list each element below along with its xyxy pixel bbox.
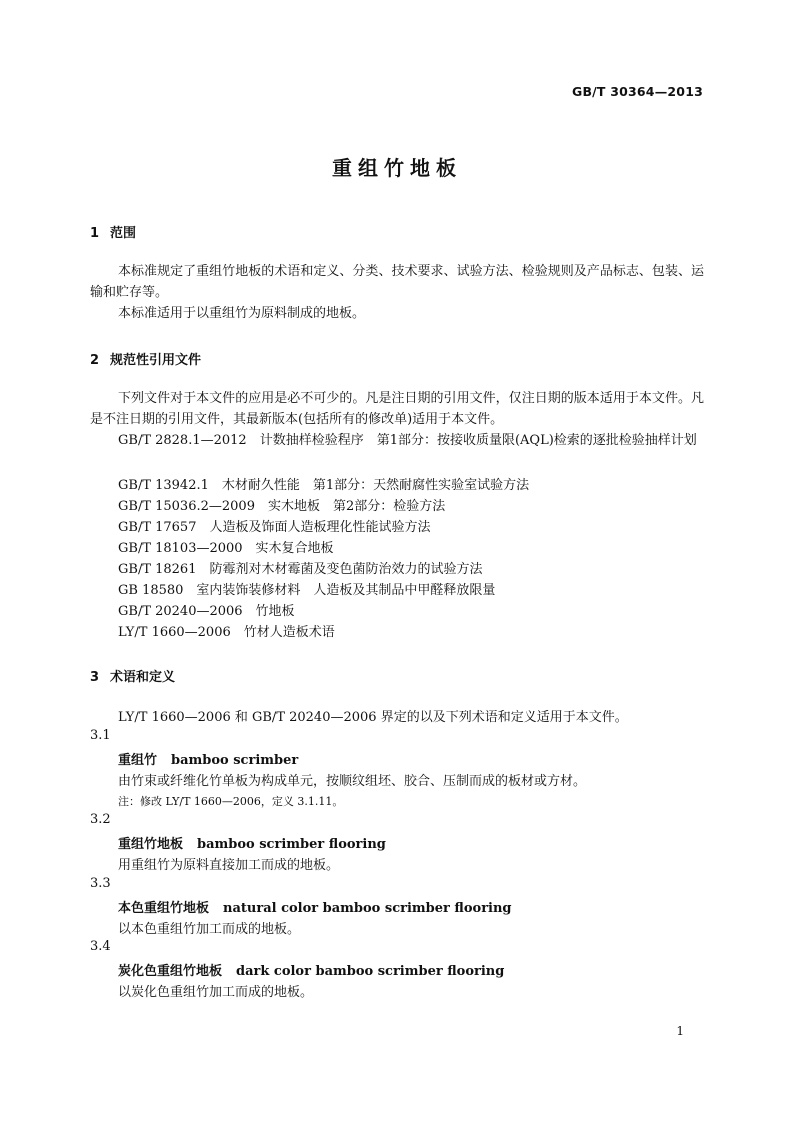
reference-item: GB/T 17657 人造板及饰面人造板理化性能试验方法 xyxy=(118,520,431,535)
term-number: 3.2 xyxy=(90,812,111,827)
term-name-cn: 本色重组竹地板 xyxy=(118,901,210,916)
term-name-cn: 炭化色重组竹地板 xyxy=(118,964,223,979)
reference-item: GB/T 13942.1 木材耐久性能 第1部分：天然耐腐性实验室试验方法 xyxy=(118,478,530,493)
section-number: 1 xyxy=(90,226,100,241)
page-number: 1 xyxy=(676,1024,684,1038)
term-name-en: natural color bamboo scrimber flooring xyxy=(223,901,512,916)
term-number: 3.3 xyxy=(90,876,111,891)
section-heading-normative-references xyxy=(90,349,201,368)
term-name-cn: 重组竹 xyxy=(118,753,158,768)
scope-paragraph-1: 本标准规定了重组竹地板的术语和定义、分类、技术要求、试验方法、检验规则及产品标志、包装、运输和贮存等。 xyxy=(90,264,704,300)
term-name xyxy=(118,833,386,852)
section-title: 规范性引用文件 xyxy=(110,353,202,368)
section-number: 3 xyxy=(90,670,100,685)
term-name-en: bamboo scrimber flooring xyxy=(197,837,386,852)
scope-paragraph-2: 本标准适用于以重组竹为原料制成的地板。 xyxy=(118,306,366,321)
section-title: 术语和定义 xyxy=(110,670,176,685)
term-definition: 用重组竹为原料直接加工而成的地板。 xyxy=(118,858,340,873)
term-definition: 以炭化色重组竹加工而成的地板。 xyxy=(118,985,314,1000)
term-name xyxy=(118,897,512,916)
standard-code: GB/T 30364—2013 xyxy=(571,84,703,99)
section-heading-scope xyxy=(90,222,136,241)
reference-item: GB/T 15036.2—2009 实木地板 第2部分：检验方法 xyxy=(118,499,446,514)
section-heading-terms xyxy=(90,666,175,685)
section-number: 2 xyxy=(90,353,100,368)
term-number: 3.4 xyxy=(90,939,111,954)
term-name-en: dark color bamboo scrimber flooring xyxy=(236,964,505,979)
reference-item: GB/T 20240—2006 竹地板 xyxy=(118,604,295,619)
term-name-cn: 重组竹地板 xyxy=(118,837,184,852)
terms-intro: LY/T 1660—2006 和 GB/T 20240—2006 界定的以及下列术语和定义适用于本文件。 xyxy=(118,710,628,725)
term-number: 3.1 xyxy=(90,728,111,743)
reference-item: GB/T 18103—2000 实木复合地板 xyxy=(118,541,334,556)
term-name xyxy=(118,960,504,979)
term-definition: 由竹束或纤维化竹单板为构成单元，按顺纹组坯、胶合、压制而成的板材或方材。 xyxy=(118,774,587,789)
term-name-en: bamboo scrimber xyxy=(171,753,299,768)
reference-item: LY/T 1660—2006 竹材人造板术语 xyxy=(118,625,335,640)
section-title: 范围 xyxy=(110,226,137,241)
reference-item: GB/T 18261 防霉剂对木材霉菌及变色菌防治效力的试验方法 xyxy=(118,562,483,577)
document-title: 重组竹地板 xyxy=(332,156,462,180)
reference-item: GB 18580 室内装饰装修材料 人造板及其制品中甲醛释放限量 xyxy=(118,583,496,598)
reference-item: GB/T 2828.1—2012 计数抽样检验程序 第1部分：按接收质量限(AQL)检索的逐批检验抽样计划 xyxy=(118,433,697,448)
term-name xyxy=(118,749,298,768)
term-definition: 以本色重组竹加工而成的地板。 xyxy=(118,922,301,937)
term-note: 注：修改 LY/T 1660—2006，定义 3.1.11。 xyxy=(118,795,344,808)
references-intro: 下列文件对于本文件的应用是必不可少的。凡是注日期的引用文件，仅注日期的版本适用于本文件。凡是不注日期的引用文件，其最新版本(包括所有的修改单)适用于本文件。 xyxy=(90,391,704,427)
